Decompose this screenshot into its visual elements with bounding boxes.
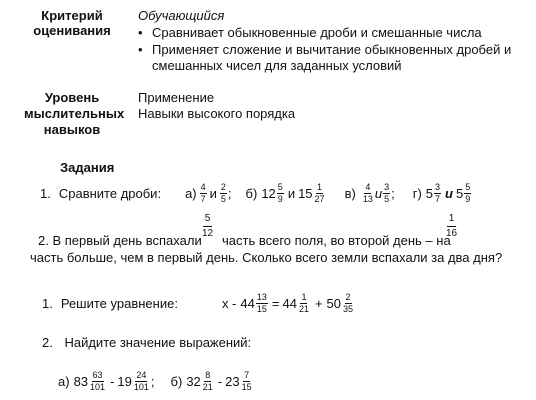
task1-b-label: б) xyxy=(245,185,258,201)
task2-fraction2: 1 16 xyxy=(446,213,458,239)
fraction: $\frac{1}{27}$ xyxy=(314,181,325,204)
task4-text: Найдите значение выражений: xyxy=(64,335,252,350)
level-label-line3: навыков xyxy=(43,122,101,137)
task1-a-label: а) xyxy=(185,185,197,201)
level-value2: Навыки высокого порядка xyxy=(138,106,296,121)
level-label xyxy=(24,90,125,138)
criteria-heading: Обучающийся xyxy=(138,8,225,23)
fraction: $\frac{4}{7}$ xyxy=(200,181,206,204)
fraction: $\frac{3}{7}$ xyxy=(435,181,441,204)
level-label-line1: Уровень xyxy=(44,90,100,105)
criteria-label-line1: Критерий xyxy=(41,8,103,23)
criteria-bullet2-text: Применяет сложение и вычитание обыкновенных дробей и xyxy=(152,42,512,57)
fraction: $\frac{2}{35}$ xyxy=(343,291,354,314)
task1-num: 1. xyxy=(40,185,51,201)
fraction: $\frac{1}{21}$ xyxy=(298,291,309,314)
tasks-title: Задания xyxy=(60,160,115,175)
task2-fraction1: 5 12 xyxy=(202,213,214,239)
task3-text: Решите уравнение: xyxy=(60,295,178,311)
criteria-label-line2: оценивания xyxy=(33,23,111,38)
criteria-bullet1-text: Сравнивает обыкновенные дроби и смешанные числа xyxy=(152,25,482,40)
task2-line2: часть больше, чем в первый день. Сколько всего земли вспахали за два дня? xyxy=(30,250,503,265)
criteria-label xyxy=(32,8,112,38)
fraction: $\frac{13}{15}$ xyxy=(256,291,267,314)
task4-expressions: а) 83 $\frac{63}{101}$ - 19 $\frac{24}{101}$ ; б) 32 $\frac{8}{21}$ - 23 $\frac{7}{15}$ xyxy=(58,369,252,392)
fraction: $\frac{3}{5}$ xyxy=(384,181,390,204)
fraction: $\frac{24}{101}$ xyxy=(133,369,149,392)
criteria-bullet1 xyxy=(138,25,482,40)
level-value1: Применение xyxy=(138,90,215,105)
task1-text: Сравните дроби: xyxy=(58,185,162,201)
task4-b-label: б) xyxy=(170,373,183,389)
task3-x: x - xyxy=(221,295,237,311)
task3-line: 1. Решите уравнение: x - 44 $\frac{13}{15}$ = 44 $\frac{1}{21}$ + 50 $\frac{2}{35}$ xyxy=(42,291,354,314)
criteria-bullet2-cont: смешанных чисел для заданных условий xyxy=(152,58,402,73)
fraction: $\frac{7}{15}$ xyxy=(241,369,252,392)
task4-num: 2. xyxy=(42,335,53,350)
fraction: $\frac{2}{5}$ xyxy=(220,181,226,204)
task4-a-label: а) xyxy=(58,373,70,389)
fraction: $\frac{4}{13}$ xyxy=(362,181,373,204)
bullet-icon: • xyxy=(138,42,143,57)
fraction: $\frac{5}{9}$ xyxy=(465,181,471,204)
task2-line1a: 2. В первый день вспахали xyxy=(38,233,202,248)
bullet-icon: • xyxy=(138,25,143,40)
task1-line: 1. Сравните дроби: а) $\frac{4}{7}$ и $\frac{2}{5}$ ; б) 12 $\frac{5}{9}$ и 15 $\frac{1}{27}$ в) $\frac{4}{13}$ и $\frac{3}{5}$ ; г) 5 $\frac{3}{7}$ и 5 $\frac{5}{9}$ xyxy=(40,181,471,204)
fraction: $\frac{8}{21}$ xyxy=(202,369,213,392)
criteria-bullet2 xyxy=(138,42,511,57)
task1-g-label: г) xyxy=(412,185,422,201)
task4-line xyxy=(42,335,251,350)
fraction: $\frac{5}{9}$ xyxy=(277,181,283,204)
fraction: $\frac{63}{101}$ xyxy=(90,369,106,392)
task3-num: 1. xyxy=(42,295,53,311)
task2-line1b: часть всего поля, во второй день – на xyxy=(222,233,451,248)
level-label-line2: мыслительных xyxy=(24,106,125,121)
task1-v-label: в) xyxy=(344,185,356,201)
